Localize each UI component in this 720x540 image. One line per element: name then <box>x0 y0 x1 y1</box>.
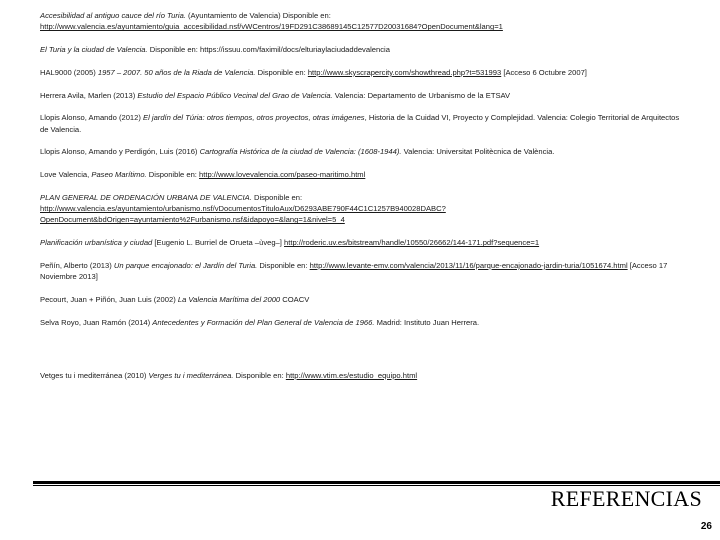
reference-text: Peñín, Alberto (2013) <box>40 260 114 270</box>
page-number: 26 <box>700 521 712 532</box>
reference-title: Cartografía Histórica de la ciudad de Valencia: (1608-1944). <box>199 147 402 157</box>
reference-title: El jardín del Túria: otros tiempos, otros proyectos, otras imágenes <box>143 113 365 123</box>
reference-item <box>40 370 680 381</box>
reference-text: Herrera Avila, Marlen (2013) <box>40 90 138 100</box>
reference-text: [Acceso 17 Noviembre 2013] <box>40 260 668 282</box>
reference-item <box>40 112 680 134</box>
reference-title: Estudio del Espacio Público Vecinal del Grao de Valencia. <box>137 90 333 100</box>
reference-title: Paseo Marítimo. <box>91 170 147 180</box>
reference-title: PLAN GENERAL DE ORDENACIÓN URBANA DE VALENCIA. <box>40 192 252 202</box>
reference-link[interactable]: http://www.valencia.es/ayuntamiento/guia_accesibilidad.nsf/vWCentros/19FD291C38689145C12577D20031684?OpenDocument&lang=1 <box>40 22 503 32</box>
reference-link[interactable]: http://www.valencia.es/ayuntamiento/urbanismo.nsf/vDocumentosTituloAux/D6293ABE790F44C1C1257B940028DABC?OpenDocument&bdOrigen=ayuntamiento%2Furbanismo.nsf&idapoyo=&lang=1&nivel=5_4 <box>40 204 446 225</box>
reference-item <box>40 44 680 55</box>
reference-item <box>40 10 680 32</box>
reference-title: El Turia y la ciudad de Valencia. <box>40 45 148 54</box>
reference-item <box>40 237 680 248</box>
section-title: REFERENCIAS <box>550 486 702 511</box>
reference-text: (Ayuntamiento de Valencia) Disponible en: <box>185 11 331 20</box>
reference-text: [Acceso 6 Octubre 2007] <box>501 67 587 77</box>
reference-link[interactable]: http://roderic.uv.es/bitstream/handle/10550/26662/144-171.pdf?sequence=1 <box>284 238 540 248</box>
reference-link[interactable]: http://www.skyscrapercity.com/showthread.php?t=531993 <box>307 67 502 77</box>
reference-text: Disponible en: <box>146 170 200 180</box>
reference-text: Madrid: Instituto Juan Herrera. <box>374 317 480 327</box>
reference-text: Llopis Alonso, Amando (2012) <box>40 113 144 123</box>
reference-text: Llopis Alonso, Amando y Perdigón, Luis (2016) <box>40 147 200 157</box>
reference-title: Antecedentes y Formación del Plan General de Valencia de 1966. <box>152 317 375 327</box>
reference-item <box>40 146 680 157</box>
reference-text: Selva Royo, Juan Ramón (2014) <box>40 317 153 327</box>
reference-title: Verges tu i mediterránea. <box>148 370 234 380</box>
reference-text: Valencia: Universitat Politècnica de València. <box>401 147 555 157</box>
reference-title: Accesibilidad al antiguo cauce del río Turia. <box>40 11 186 20</box>
reference-text: HAL9000 (2005) <box>40 67 98 77</box>
reference-text: Disponible en: <box>251 192 303 202</box>
reference-text: COACV <box>280 294 310 304</box>
reference-title: La Valencia Marítima del 2000 <box>177 294 281 304</box>
reference-item <box>40 192 680 226</box>
footer-rule <box>33 481 720 484</box>
reference-title: Un parque encajonado: el Jardín del Turia. <box>113 260 258 270</box>
reference-text: [Eugenio L. Burriel de Orueta –ùveg–] <box>152 238 285 248</box>
reference-item <box>40 169 680 180</box>
reference-text: Valencia: Departamento de Urbanismo de la ETSAV <box>332 90 511 100</box>
reference-link[interactable]: http://www.levante-emv.com/valencia/2013/11/16/parque-encajonado-jardin-turia/1051674.html <box>309 260 628 270</box>
reference-item <box>40 317 680 328</box>
references-list <box>40 10 680 393</box>
reference-link[interactable]: http://www.lovevalencia.com/paseo-maritimo.html <box>199 170 366 180</box>
reference-item <box>40 294 680 305</box>
reference-text: Vetges tu i mediterránea (2010) <box>40 370 149 380</box>
reference-title: Planificación urbanística y ciudad <box>40 238 153 248</box>
reference-item <box>40 260 680 282</box>
reference-title: 1957 – 2007. 50 años de la Riada de Valencia. <box>97 67 256 77</box>
reference-item <box>40 90 680 101</box>
reference-text: , Historia de la Cuidad VI, Proyecto y Complejidad. Valencia: Colegio Territorial de Arquitectos de Valencia. <box>40 113 680 134</box>
reference-text: Love Valencia, <box>40 170 92 180</box>
reference-text: Pecourt, Juan + Piñón, Juan Luis (2002) <box>40 294 178 304</box>
reference-text: Disponible en: <box>255 67 308 77</box>
reference-text: Disponible en: https://issuu.com/faximil/docs/elturiaylaciudaddevalencia <box>147 45 390 54</box>
reference-text: Disponible en: <box>233 370 286 380</box>
reference-item <box>40 67 680 78</box>
reference-text: Disponible en: <box>257 260 310 270</box>
reference-link[interactable]: http://www.vtim.es/estudio_equipo.html <box>285 370 418 380</box>
